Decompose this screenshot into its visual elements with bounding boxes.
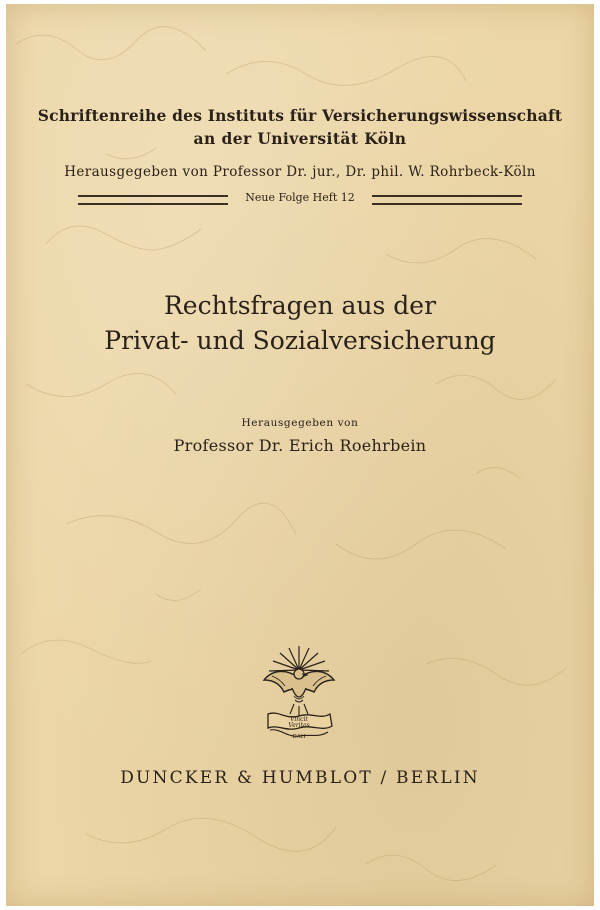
series-issue-number: Neue Folge Heft 12	[245, 191, 355, 204]
book-title-line2: Privat- und Sozialversicherung	[104, 326, 496, 355]
double-rule-left	[78, 195, 228, 205]
edited-by-label: Herausgegeben von	[241, 417, 359, 429]
logo-motto-line2: Veritas	[288, 722, 310, 729]
series-issue-row	[78, 190, 522, 208]
double-rule-right	[372, 195, 522, 205]
series-editor-line: Herausgegeben von Professor Dr. jur., Dr. phil. W. Rohrbeck-Köln	[64, 164, 536, 180]
book-editor-name: Professor Dr. Erich Roehrbein	[173, 436, 427, 455]
logo-motto-date: DAH	[292, 734, 306, 740]
series-title-line1: Schriftenreihe des Instituts für Versicherungswissenschaft	[37, 106, 563, 125]
book-title-line1: Rechtsfragen aus der	[163, 291, 437, 320]
book-cover	[6, 4, 594, 906]
logo-motto-line1: Vincit	[290, 716, 308, 723]
publisher-imprint: DUNCKER & HUMBLOT / BERLIN	[120, 768, 480, 788]
eagle-emblem-icon	[256, 640, 342, 742]
series-title-line2: an der Universität Köln	[193, 129, 407, 148]
